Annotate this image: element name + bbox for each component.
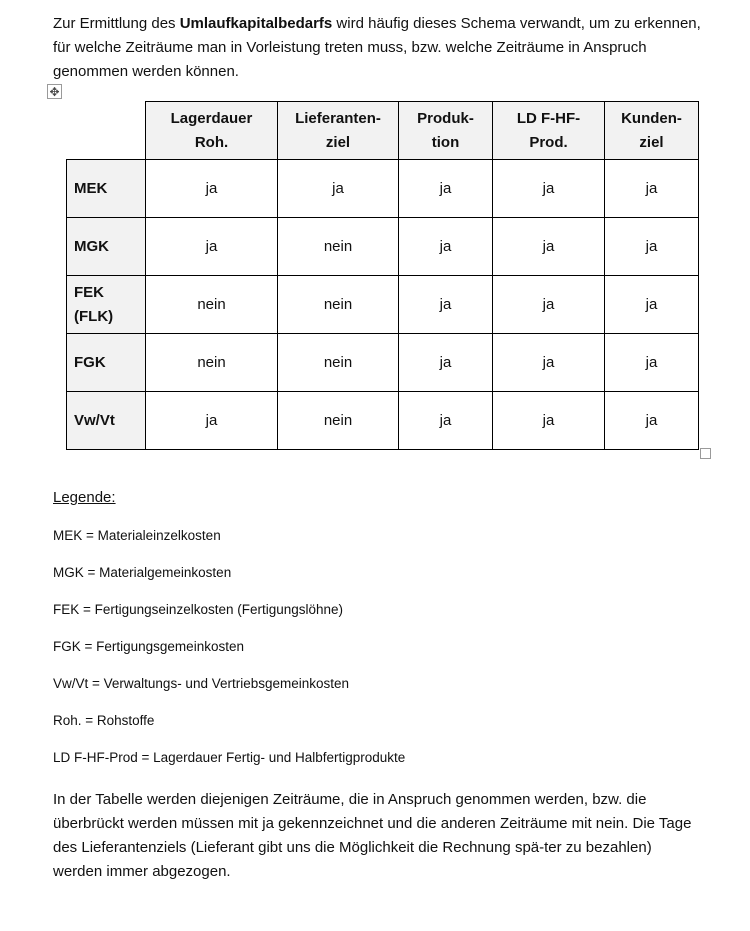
table-cell: nein bbox=[146, 334, 278, 392]
table-row-vwvt bbox=[67, 392, 699, 450]
table-cell: nein bbox=[278, 276, 399, 334]
table-cell: ja bbox=[399, 334, 493, 392]
legend-title: Legende: bbox=[53, 489, 116, 506]
closing-paragraph: In der Tabelle werden diejenigen Zeiträume, die in Anspruch genommen werden, bzw. die überbrückt werden müssen mit ja gekennzeichnet und die anderen Zeiträume mit nein. Die Tage des Lieferantenziels (Lieferant gibt uns die Möglichkeit die Rechnung spä-ter zu bezahlen) werden immer abgezogen. bbox=[53, 791, 692, 880]
table-cell: ja bbox=[605, 160, 699, 218]
table-cell: ja bbox=[493, 276, 605, 334]
table-row-mgk bbox=[67, 218, 699, 276]
table-cell: ja bbox=[146, 392, 278, 450]
intro-text-start: Zur Ermittlung des bbox=[53, 15, 180, 32]
row-header-mek: MEK bbox=[67, 160, 146, 218]
table-cell: ja bbox=[399, 218, 493, 276]
intro-bold-term: Umlaufkapitalbedarfs bbox=[179, 15, 333, 32]
header-produktion: Produk- tion bbox=[399, 102, 493, 160]
legend-item-mgk: MGK = Materialgemeinkosten bbox=[53, 565, 232, 580]
table-header-row bbox=[67, 102, 699, 160]
table-cell: ja bbox=[493, 160, 605, 218]
legend-item-vwvt: Vw/Vt = Verwaltungs- und Vertriebsgemeinkosten bbox=[53, 676, 350, 691]
table-cell: ja bbox=[605, 218, 699, 276]
table-cell: ja bbox=[146, 160, 278, 218]
table-cell: ja bbox=[399, 392, 493, 450]
header-ld-f-hf-prod: LD F-HF- Prod. bbox=[493, 102, 605, 160]
table-cell: ja bbox=[146, 218, 278, 276]
table-cell: nein bbox=[146, 276, 278, 334]
table-cell: ja bbox=[278, 160, 399, 218]
row-header-mgk: MGK bbox=[67, 218, 146, 276]
legend-item-roh: Roh. = Rohstoffe bbox=[53, 713, 155, 728]
table-cell: ja bbox=[493, 218, 605, 276]
table-cell: nein bbox=[278, 334, 399, 392]
table-corner-cell bbox=[67, 102, 146, 160]
table-row-fek bbox=[67, 276, 699, 334]
table-cell: ja bbox=[605, 276, 699, 334]
table-cell: nein bbox=[278, 392, 399, 450]
legend-item-fgk: FGK = Fertigungsgemeinkosten bbox=[53, 639, 244, 654]
legend-section bbox=[53, 488, 703, 785]
document-page bbox=[49, 12, 703, 880]
table-cell: ja bbox=[399, 276, 493, 334]
legend-item-fek: FEK = Fertigungseinzelkosten (Fertigungslöhne) bbox=[53, 602, 344, 617]
row-header-fek: FEK (FLK) bbox=[67, 276, 146, 334]
table-cell: ja bbox=[605, 392, 699, 450]
table-cell: ja bbox=[493, 334, 605, 392]
table-cell: nein bbox=[278, 218, 399, 276]
header-lagerdauer-roh: Lagerdauer Roh. bbox=[146, 102, 278, 160]
umlaufkapital-schema-table bbox=[66, 101, 699, 450]
intro-paragraph bbox=[53, 12, 703, 84]
table-move-handle-icon[interactable]: ✥ bbox=[47, 84, 62, 99]
row-header-fgk: FGK bbox=[67, 334, 146, 392]
table-row-fgk bbox=[67, 334, 699, 392]
table-cell: ja bbox=[399, 160, 493, 218]
intro-text-end: wird häufig dieses Schema verwandt, um zu erkennen, für welche Zeiträume man in Vorleistung treten muss, bzw. welche Zeiträume in Anspruch genommen werden können. bbox=[53, 15, 701, 80]
table-row-mek bbox=[67, 160, 699, 218]
table-cell: ja bbox=[605, 334, 699, 392]
legend-item-ld-f-hf-prod: LD F-HF-Prod = Lagerdauer Fertig- und Halbfertigprodukte bbox=[53, 750, 406, 765]
header-lieferantenziel: Lieferanten- ziel bbox=[278, 102, 399, 160]
table-resize-handle-icon[interactable] bbox=[700, 448, 711, 459]
legend-item-mek: MEK = Materialeinzelkosten bbox=[53, 528, 221, 543]
row-header-vwvt: Vw/Vt bbox=[67, 392, 146, 450]
header-kundenziel: Kunden- ziel bbox=[605, 102, 699, 160]
table-cell: ja bbox=[493, 392, 605, 450]
